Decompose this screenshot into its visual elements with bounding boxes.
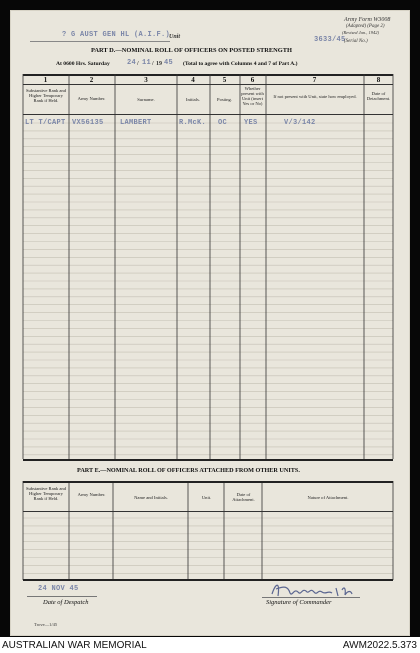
- date-slash2: /: [152, 61, 154, 67]
- signature-label: Signature of Commander: [266, 599, 332, 606]
- form-id-line3: (Revised Jan., 1942): [342, 30, 379, 35]
- at-label: At 0600 Hrs. Saturday: [56, 61, 110, 67]
- date-slash1: /: [137, 61, 139, 67]
- form-id-line1: Army Form W3008: [344, 17, 391, 23]
- entry-rank: LT T/CAPT: [25, 119, 66, 127]
- part-d-title: PART D.—NOMINAL ROLL OF OFFICERS ON POSTED STRENGTH: [91, 47, 292, 54]
- despatch-label: Date of Despatch: [43, 599, 89, 606]
- col-header-detachment: Date of Detachment.: [366, 91, 391, 102]
- date-year: 45: [164, 59, 174, 67]
- date-month: 11: [142, 59, 152, 67]
- col-num-5: 5: [222, 76, 227, 84]
- col-num-6: 6: [250, 76, 255, 84]
- part-e-header-bottom: [23, 511, 393, 512]
- part-e-col-name: Name and Initials.: [134, 495, 168, 500]
- despatch-underline: [27, 596, 97, 597]
- entry-posting: OC: [218, 119, 228, 127]
- date-prefix: 19: [156, 61, 162, 67]
- col-header-surname: Surname.: [137, 97, 155, 102]
- entry-employed: V/3/142: [284, 119, 316, 127]
- col-num-4: 4: [191, 76, 195, 84]
- form-id-line2: (Adapted) (Page 2): [346, 24, 385, 29]
- part-e-col-attachment-date: Date of Attachment.: [232, 492, 255, 503]
- entry-present: YES: [244, 119, 258, 127]
- part-e-col-rank: Substantive Rank and Higher Temporary Rank if Held.: [25, 486, 67, 502]
- part-e-top-rule: [23, 459, 393, 461]
- total-note: (Total to agree with Columns 4 and 7 of Part A.): [183, 61, 298, 67]
- part-e-title: PART E.—NOMINAL ROLL OF OFFICERS ATTACHED FROM OTHER UNITS.: [77, 467, 300, 474]
- part-e-col-army-number: Army Number.: [77, 492, 106, 497]
- date-day: 24: [127, 59, 137, 67]
- col-num-3: 3: [144, 76, 148, 84]
- col-header-employed: If not present with Unit, state how employed.: [273, 94, 357, 99]
- footer-bar: [0, 637, 420, 653]
- entry-initials: R.McK.: [179, 119, 207, 127]
- unit-typed: ? G AUST GEN HL (A.I.F.): [62, 31, 171, 39]
- col-num-1: 1: [43, 76, 48, 84]
- footer-credit: AUSTRALIAN WAR MEMORIAL: [2, 640, 147, 651]
- print-code: Trove—1/45: [34, 622, 58, 627]
- part-e-col-unit: Unit.: [201, 495, 212, 500]
- unit-label: Unit: [169, 34, 181, 40]
- entry-surname: LAMBERT: [120, 119, 152, 127]
- footer-accession: AWM2022.5.373: [342, 640, 417, 651]
- part-e-col-nature: Nature of Attachment.: [307, 495, 349, 500]
- col-num-7: 7: [312, 76, 317, 84]
- col-num-2: 2: [89, 76, 94, 84]
- signature-underline: [262, 597, 360, 598]
- col-header-army-number: Army Number.: [77, 96, 106, 101]
- serial-label: (Serial No.): [344, 39, 368, 44]
- despatch-date-typed: 24 NOV 45: [38, 585, 79, 593]
- serial-typed: 3633/45: [314, 36, 346, 44]
- col-header-present: Whether present with Unit (insert Yes or No): [241, 86, 264, 107]
- part-e-header-top: [23, 481, 393, 483]
- col-header-posting: Posting.: [217, 97, 232, 102]
- entry-army-number: VX56135: [72, 119, 104, 127]
- col-num-8: 8: [376, 76, 381, 84]
- col-header-rank: Substantive Rank and Higher Temporary Rank if Held.: [25, 88, 67, 104]
- col-header-initials: Initials.: [186, 97, 200, 102]
